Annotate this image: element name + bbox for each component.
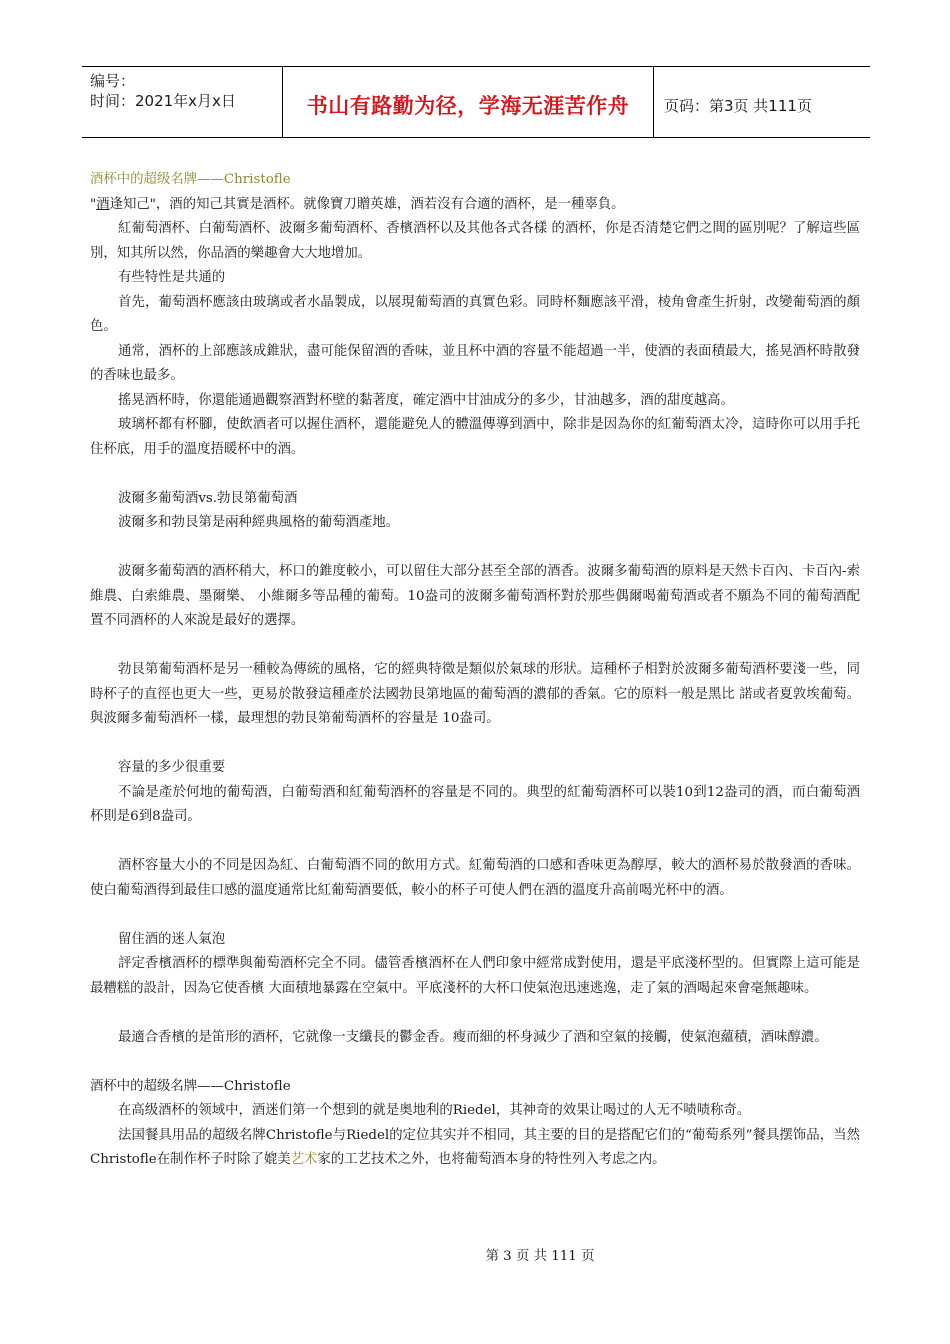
quote-mark: " — [90, 196, 97, 212]
paragraph: 最適合香檳的是笛形的酒杯，它就像一支纖長的鬱金香。瘦而細的杯身減少了酒和空氣的接觸，使氣泡蘊積，酒味醇濃。 — [118, 1029, 828, 1045]
paragraph: 紅葡萄酒杯、白葡萄酒杯、波爾多葡萄酒杯、香檳酒杯以及其他各式各樣 的酒杯，你是否清楚它們之間的區別呢？了解這些區別，知其所以然，你品酒的樂趣會大大地增加。 — [90, 221, 860, 261]
header-table — [82, 66, 870, 138]
paragraph: 不論是產於何地的葡萄酒，白葡萄酒和紅葡萄酒杯的容量是不同的。典型的紅葡萄酒杯可以裝10到12盎司的酒，而白葡萄酒杯則是6到8盎司。 — [90, 784, 860, 824]
page-footer — [0, 1245, 950, 1264]
footer-page-number: 第 3 页 共 111 页 — [485, 1249, 595, 1264]
paragraph: 評定香檳酒杯的標準與葡萄酒杯完全不同。儘管香檳酒杯在人們印象中經常成對使用，還是平底淺杯型的。但實際上這可能是最糟糕的設計，因為它使香檳 大面積地暴露在空氣中。平底淺杯的大杯口使氣泡迅速逃逸，走了氣的酒喝起來會毫無趣味。 — [90, 956, 860, 996]
document-body — [90, 168, 860, 1173]
section-title: 酒杯中的超级名牌——Christofle — [90, 172, 291, 187]
header-page-cell — [654, 73, 870, 137]
paragraph: 在高级酒杯的领域中，酒迷们第一个想到的就是奥地利的Riedel，其神奇的效果让喝过的人无不啧啧称奇。 — [118, 1103, 751, 1118]
section-title: 酒杯中的超级名牌——Christofle — [90, 1078, 291, 1094]
subheading: 波爾多葡萄酒vs.勃艮第葡萄酒 — [118, 490, 298, 506]
paragraph: 通常，酒杯的上部應該成錐狀，盡可能保留酒的香味，並且杯中酒的容量不能超過一半，使酒的表面積最大，搖晃酒杯時散發的香味也最多。 — [90, 343, 860, 383]
paragraph — [90, 193, 860, 218]
paragraph: 波爾多葡萄酒的酒杯稍大，杯口的錐度較小，可以留住大部分甚至全部的酒香。波爾多葡萄酒的原料是天然卡百內、卡百內-索維農、白索維農、墨爾樂、 小維爾多等品種的葡萄。10盎司的波爾多葡萄酒杯對於那些偶爾喝葡萄酒或者不願為不同的葡萄酒配置不同酒杯的人來說是最好的選擇。 — [90, 564, 860, 628]
subheading: 容量的多少很重要 — [118, 760, 226, 775]
number-label: 编号： — [90, 72, 136, 90]
paragraph-text: 法国餐具用品的超级名牌Christofle与Riedel的定位其实并不相同，其主要的目的是搭配它们的“葡萄系列”餐具摆饰品，当然Christofle在制作杯子时除了媲美 — [90, 1127, 860, 1167]
subheading: 有些特性是共通的 — [118, 270, 226, 285]
date-label: 时间：2021年x月x日 — [90, 92, 236, 110]
page-label: 页码：第3页 共111页 — [664, 96, 812, 115]
header-motto-cell — [282, 67, 654, 137]
paragraph: 玻璃杯都有杯腳，使飲酒者可以握住酒杯，還能避免人的體溫傳導到酒中，除非是因為你的紅葡萄酒太冷，這時你可以用手托住杯底，用手的溫度捂暖杯中的酒。 — [90, 417, 860, 457]
paragraph: 勃艮第葡萄酒杯是另一種較為傳統的風格，它的經典特徵是類似於氣球的形狀。這種杯子相對於波爾多葡萄酒杯要淺一些，同時杯子的直徑也更大一些，更易於散發這種產於法國勃艮第地區的葡萄酒的濃郁的香氣。它的原料一般是黑比 諾或者夏敦埃葡萄。與波爾多葡萄酒杯一樣，最理想的勃艮第葡萄酒杯的容量是 10盎司。 — [90, 662, 860, 726]
paragraph: 首先，葡萄酒杯應該由玻璃或者水晶製成，以展現葡萄酒的真實色彩。同時杯麵應該平滑，棱角會產生折射，改變葡萄酒的顏色。 — [90, 294, 860, 334]
art-link[interactable]: 艺术 — [290, 1152, 318, 1167]
paragraph-text: 家的工艺技术之外，也将葡萄酒本身的特性列入考虑之内。 — [317, 1152, 666, 1167]
underlined-char: 酒 — [96, 196, 110, 212]
subheading: 留住酒的迷人氣泡 — [118, 931, 226, 947]
paragraph — [90, 1124, 860, 1173]
paragraph: 酒杯容量大小的不同是因為紅、白葡萄酒不同的飲用方式。紅葡萄酒的口感和香味更為醇厚，較大的酒杯易於散發酒的香味。使白葡萄酒得到最佳口感的溫度通常比紅葡萄酒要低，較小的杯子可使人們在酒的溫度升高前喝光杯中的酒。 — [90, 858, 860, 898]
paragraph-text: 逢知己"，酒的知己其實是酒杯。就像寶刀贈英雄，酒若沒有合適的酒杯，是一種辜負。 — [109, 196, 625, 212]
paragraph: 搖晃酒杯時，你還能通過觀察酒對杯壁的黏著度，確定酒中甘油成分的多少，甘油越多，酒的甜度越高。 — [118, 392, 734, 408]
header-left-cell — [82, 67, 282, 137]
paragraph: 波爾多和勃艮第是兩种經典風格的葡萄酒產地。 — [118, 515, 400, 530]
motto-text: 书山有路勤为径，学海无涯苦作舟 — [306, 94, 630, 118]
